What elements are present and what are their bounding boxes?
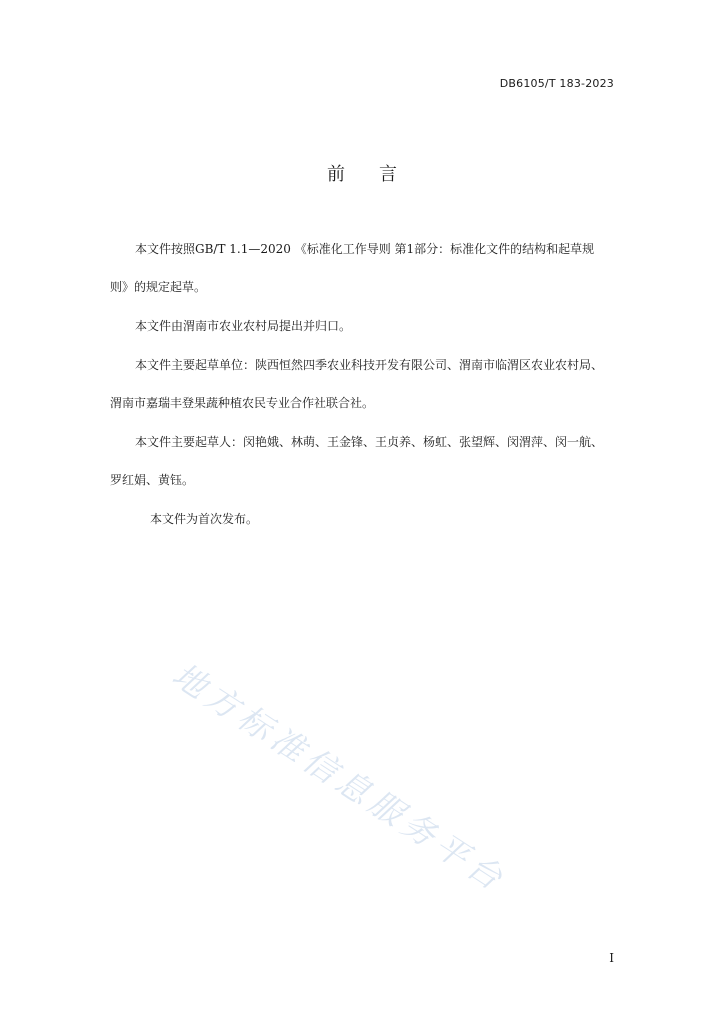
watermark: 地方标准信息服务平台 [165, 655, 514, 901]
paragraph-proposer [110, 307, 614, 345]
page-title: 前言 [327, 164, 431, 185]
paragraph-line: 本文件主要起草人：闵艳娥、林萌、王金锋、王贞养、杨虹、张望辉、闵渭萍、闵一航、 [135, 435, 604, 449]
paragraph-first-release [110, 500, 614, 538]
paragraph-line: 本文件按照GB/T 1.1—2020 《标准化工作导则 第1部分：标准化文件的结构和起草规 [135, 242, 595, 256]
paragraph-line: 本文件由渭南市农业农村局提出并归口。 [135, 319, 352, 333]
paragraph-drafting-units [110, 346, 614, 422]
paragraph-line: 本文件为首次发布。 [150, 512, 259, 526]
paragraph-drafters [110, 423, 614, 499]
paragraph-line: 本文件主要起草单位：陕西恒然四季农业科技开发有限公司、渭南市临渭区农业农村局、 [135, 358, 604, 372]
document-code: DB6105/T 183-2023 [499, 77, 614, 90]
paragraph-line: 则》的规定起草。 [110, 280, 207, 294]
paragraph-line: 渭南市嘉瑞丰登果蔬种植农民专业合作社联合社。 [110, 396, 375, 410]
paragraph-drafting-rules [110, 230, 614, 306]
paragraph-line: 罗红娟、黄钰。 [110, 473, 195, 487]
page-number: I [609, 951, 614, 965]
